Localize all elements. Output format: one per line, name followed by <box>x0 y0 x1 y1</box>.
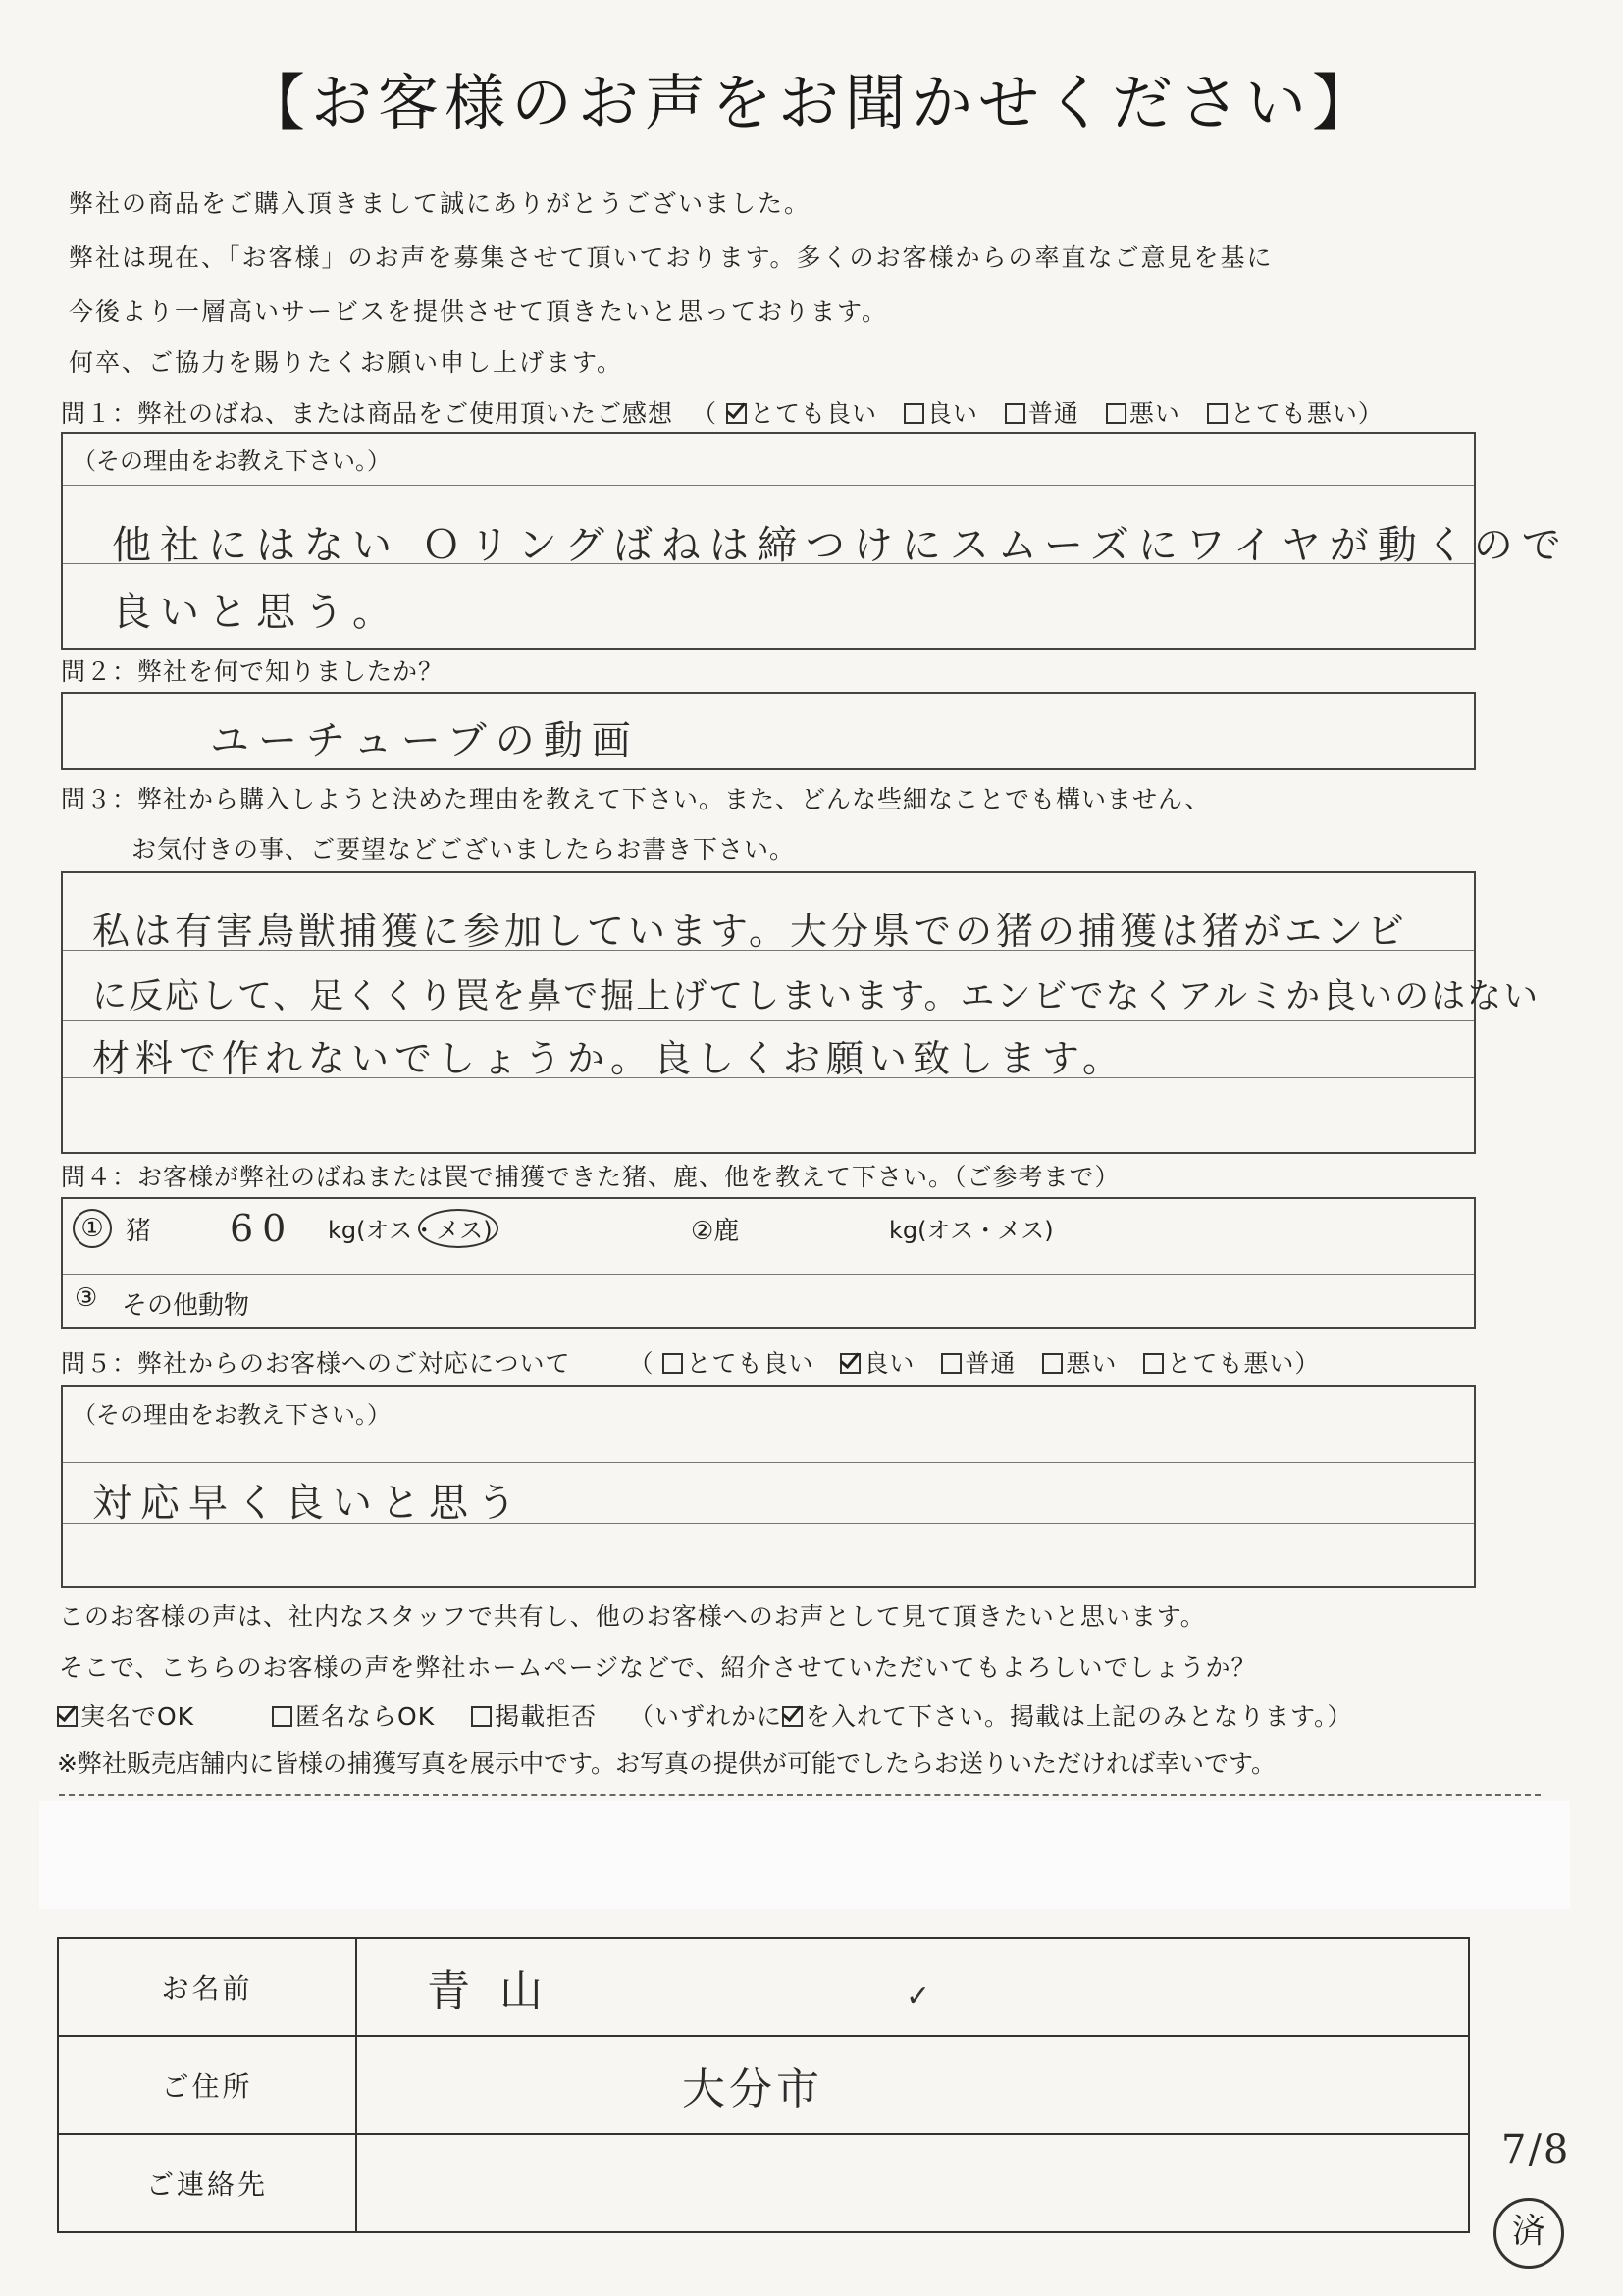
q1-option-good[interactable]: 良い <box>904 394 978 430</box>
cut-line <box>59 1794 1541 1796</box>
form-title: 【お客様のお声をお聞かせください】 <box>243 67 1379 138</box>
checkbox-icon <box>1143 1353 1164 1374</box>
intro-line-3: 今後より一層高いサービスを提供させて頂きたいと思っております。 <box>69 297 889 326</box>
contact-table <box>57 1937 1470 2233</box>
photo-note: ※弊社販売店舗内に皆様の捕獲写真を展示中です。お写真の提供が可能でしたらお送りいただければ幸いです。 <box>57 1749 1276 1778</box>
boar-label: 猪 <box>126 1217 152 1246</box>
consent-line-2: そこで、こちらのお客様の声を弊社ホームページなどで、紹介させていただいてもよろしいでしょうか？ <box>59 1653 1257 1682</box>
intro-line-4: 何卒、ご協力を賜りたくお願い申し上げます。 <box>69 348 624 377</box>
check-mark-icon: ✓ <box>906 1979 931 2013</box>
q5-reason-prompt: （その理由をお教え下さい。） <box>73 1401 391 1429</box>
q2-answer-box <box>61 692 1476 770</box>
checkbox-icon <box>471 1706 492 1727</box>
consent-options-row <box>57 1697 1353 1733</box>
handwritten-date: 7/8 <box>1501 2127 1571 2172</box>
name-value: 青山 <box>427 1966 572 2016</box>
name-row <box>58 1938 1469 2036</box>
checkbox-icon <box>1005 403 1025 424</box>
rule-line <box>63 485 1474 486</box>
address-label: ご住所 <box>58 2036 356 2134</box>
q3-question: 問３：弊社から購入しようと決めた理由を教えて下さい。また、どんな些細なことでも構いません、 <box>61 785 1211 813</box>
checkbox-icon <box>1042 1353 1063 1374</box>
boar-selected-circle: ① <box>73 1209 112 1248</box>
q1-option-normal[interactable]: 普通 <box>1005 394 1079 430</box>
phone-row <box>58 2134 1469 2232</box>
consent-note: （いずれかに を入れて下さい。掲載は上記のみとなります。） <box>629 1702 1353 1731</box>
intro-line-2: 弊社は現在、「お客様」のお声を募集させて頂いております。多くのお客様からの率直なご意見を基に <box>69 243 1274 272</box>
consent-option-decline[interactable]: 掲載拒否 <box>471 1697 597 1733</box>
phone-label: ご連絡先 <box>58 2134 356 2232</box>
q5-option-good[interactable]: 良い <box>840 1344 915 1380</box>
q5-answer: 対応早く良いと思う <box>92 1481 525 1526</box>
consent-option-anonymous[interactable]: 匿名ならOK <box>272 1697 435 1733</box>
female-selected-circle <box>418 1209 498 1248</box>
intro-line-1: 弊社の商品をご購入頂きまして誠にありがとうございました。 <box>69 189 812 218</box>
q2-question: 問２：弊社を何で知りましたか？ <box>61 657 445 686</box>
other-num: ③ <box>75 1283 98 1313</box>
q1-answer-line-1: 他社にはない Ｏリングばねは締つけにスムーズにワイヤが動くので <box>112 523 1570 568</box>
phone-field[interactable] <box>356 2134 1469 2232</box>
boar-weight: 60 <box>230 1207 295 1250</box>
q3-question-cont: お気付きの事、ご要望などございましたらお書き下さい。 <box>131 835 796 863</box>
rule-line <box>63 1274 1474 1275</box>
deer-label: ②鹿 <box>691 1217 740 1246</box>
checkbox-icon <box>904 403 924 424</box>
checkbox-icon <box>1207 403 1228 424</box>
q1-question: 問１：弊社のばね、または商品をご使用頂いたご感想 <box>61 399 674 428</box>
q5-row: 問５：弊社からのお客様へのご対応について （ とても良い 良い 普通 悪い とても悪い） <box>61 1344 1320 1380</box>
q3-answer-line-1: 私は有害鳥獣捕獲に参加しています。大分県での猪の捕獲は猪がエンビ <box>92 910 1408 953</box>
q4-question: 問４：お客様が弊社のばねまたは罠で捕獲できた猪、鹿、他を教えて下さい。（ご参考まで） <box>61 1163 1121 1191</box>
q3-answer-box <box>61 871 1541 1154</box>
q1-option-very-good[interactable]: とても良い <box>726 394 877 430</box>
q5-option-bad[interactable]: 悪い <box>1042 1344 1117 1380</box>
processed-stamp: 済 <box>1493 2198 1564 2269</box>
checkbox-checked-icon <box>840 1353 861 1374</box>
checkbox-checked-icon <box>782 1706 803 1727</box>
other-label: その他動物 <box>122 1291 250 1321</box>
q1-reason-prompt: （その理由をお教え下さい。） <box>73 447 391 475</box>
checkbox-checked-icon <box>57 1706 78 1727</box>
address-row <box>58 2036 1469 2134</box>
q1-answer-box <box>61 432 1570 650</box>
consent-line-1: このお客様の声は、社内なスタッフで共有し、他のお客様へのお声として見て頂きたいと思います。 <box>59 1602 1206 1631</box>
q5-option-very-good[interactable]: とても良い <box>662 1344 813 1380</box>
q5-answer-box <box>61 1385 1476 1588</box>
q5-option-normal[interactable]: 普通 <box>941 1344 1016 1380</box>
name-label: お名前 <box>58 1938 356 2036</box>
checkbox-icon <box>662 1353 683 1374</box>
q1-option-very-bad[interactable]: とても悪い <box>1207 394 1358 430</box>
redacted-area <box>39 1801 1570 1909</box>
q1-answer-line-2: 良いと思う。 <box>112 590 400 635</box>
address-field[interactable] <box>356 2036 1469 2134</box>
q2-answer: ユーチューブの動画 <box>210 718 640 763</box>
q4-box <box>61 1197 1476 1329</box>
boar-unit: kg(オス・メス) <box>328 1217 493 1244</box>
q3-answer-line-3: 材料で作れないでしょうか。良しくお願い致します。 <box>92 1037 1126 1080</box>
q5-option-very-bad[interactable]: とても悪い <box>1143 1344 1294 1380</box>
checkbox-icon <box>272 1706 292 1727</box>
q3-answer-line-2: に反応して、足くくり罠を鼻で掘上げてしまいます。エンビでなくアルミか良いのはない <box>92 977 1541 1017</box>
deer-unit: kg(オス・メス) <box>889 1217 1054 1244</box>
q5-question: 問５：弊社からのお客様へのご対応について <box>61 1349 571 1378</box>
checkbox-icon <box>941 1353 962 1374</box>
checkbox-checked-icon <box>726 403 747 424</box>
q1-row: 問１：弊社のばね、または商品をご使用頂いたご感想 （ とても良い 良い 普通 悪い とても悪い） <box>61 394 1384 430</box>
rule-line <box>63 1462 1474 1463</box>
rule-line <box>63 1020 1474 1021</box>
consent-option-real-name[interactable]: 実名でOK <box>57 1697 194 1733</box>
address-value: 大分市 <box>682 2064 823 2114</box>
name-field[interactable] <box>356 1938 1469 2036</box>
checkbox-icon <box>1106 403 1126 424</box>
q1-option-bad[interactable]: 悪い <box>1106 394 1180 430</box>
